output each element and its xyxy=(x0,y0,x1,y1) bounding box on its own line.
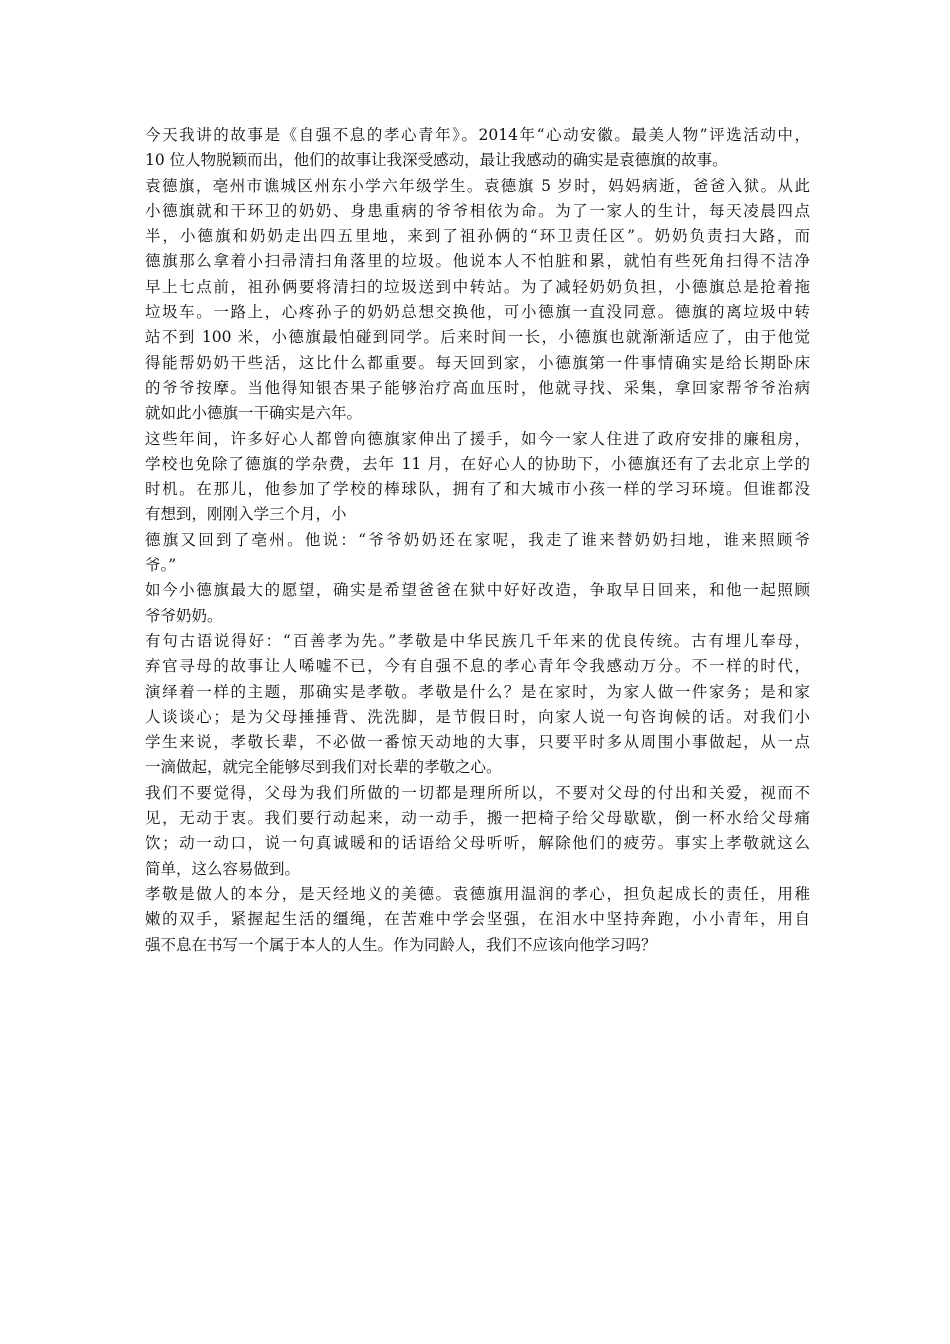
text-line: 德旗那么拿着小扫帚清扫角落里的垃圾。他说本人不怕脏和累，就怕有些死角扫得不洁净 xyxy=(145,252,810,271)
text-line: 见，无动于衷。我们要行动起来，动一动手，搬一把椅子给父母歇歇，倒一杯水给父母痛 xyxy=(145,809,810,828)
text-line: 孝敬是做人的本分，是天经地义的美德。袁德旗用温润的孝心，担负起成长的责任，用稚 xyxy=(145,884,810,903)
text-line: 这些年间，许多好心人都曾向德旗家伸出了援手，如今一家人住进了政府安排的廉租房， xyxy=(145,429,810,448)
paragraph xyxy=(145,528,810,579)
text-line: 有想到，刚刚入学三个月，小 xyxy=(145,505,347,524)
text-line: 演绎着一样的主题，那确实是孝敬。孝敬是什么？是在家时，为家人做一件家务；是和家 xyxy=(145,682,810,701)
text-line: 饮；动一动口，说一句真诚暖和的话语给父母听听，解除他们的疲劳。事实上孝敬就这么 xyxy=(145,834,810,853)
paragraph xyxy=(145,578,810,629)
text-line: 有句古语说得好：“百善孝为先。”孝敬是中华民族几千年来的优良传统。古有埋儿奉母， xyxy=(145,631,810,650)
text-line: 半，小德旗和奶奶走出四五里地，来到了祖孙俩的“环卫责任区”。奶奶负责扫大路，而 xyxy=(145,227,810,246)
text-line: 小德旗就和干环卫的奶奶、身患重病的爷爷相依为命。为了一家人的生计，每天凌晨四点 xyxy=(145,201,810,220)
text-line: 得能帮奶奶干些活，这比什么都重要。每天回到家，小德旗第一件事情确实是给长期卧床 xyxy=(145,353,810,372)
text-line: 就如此小德旗一干确实是六年。 xyxy=(145,404,363,423)
text-line: 爷。” xyxy=(145,556,177,575)
paragraph xyxy=(145,781,810,882)
text-line: 德旗又回到了亳州。他说：“爷爷奶奶还在家呢，我走了谁来替奶奶扫地，谁来照顾爷 xyxy=(145,530,810,549)
text-line: 简单，这么容易做到。 xyxy=(145,859,301,878)
text-line: 人谈谈心；是为父母捶捶背、洗洗脚，是节假日时，向家人说一句咨询候的话。对我们小 xyxy=(145,707,810,726)
text-line: 垃圾车。一路上，心疼孙子的奶奶总想交换他，可小德旗一直没同意。德旗的离垃圾中转 xyxy=(145,303,810,322)
paragraph xyxy=(145,629,810,781)
text-line: 强不息在书写一个属于本人的人生。作为同龄人，我们不应该向他学习吗？ xyxy=(145,935,657,954)
text-line: 弃官寻母的故事让人唏嘘不已，今有自强不息的孝心青年令我感动万分。不一样的时代， xyxy=(145,657,810,676)
text-line: 嫩的双手，紧握起生活的缰绳，在苦难中学会坚强，在泪水中坚持奔跑，小小青年，用自 xyxy=(145,910,810,929)
text-line: 一滴做起，就完全能够尽到我们对长辈的孝敬之心。 xyxy=(145,758,502,777)
text-line: 学生来说，孝敬长辈，不必做一番惊天动地的大事，只要平时多从周围小事做起，从一点 xyxy=(145,733,810,752)
text-line: 早上七点前，祖孙俩要将清扫的垃圾送到中转站。为了减轻奶奶负担，小德旗总是抢着拖 xyxy=(145,277,810,296)
text-line: 如今小德旗最大的愿望，确实是希望爸爸在狱中好好改造，争取早日回来，和他一起照顾 xyxy=(145,581,810,600)
paragraph xyxy=(145,882,810,958)
document-page xyxy=(145,123,810,958)
text-line: 10 位人物脱颖而出，他们的故事让我深受感动，最让我感动的确实是袁德旗的故事。 xyxy=(145,151,728,170)
text-line: 袁德旗，亳州市谯城区州东小学六年级学生。袁德旗 5 岁时，妈妈病逝，爸爸入狱。从此 xyxy=(145,176,810,195)
text-line: 时机。在那儿，他参加了学校的棒球队，拥有了和大城市小孩一样的学习环境。但谁都没 xyxy=(145,480,810,499)
text-line: 今天我讲的故事是《自强不息的孝心青年》。2014年“心动安徽。最美人物”评选活动中， xyxy=(145,126,810,144)
text-line: 我们不要觉得，父母为我们所做的一切都是理所所以，不要对父母的付出和关爱，视而不 xyxy=(145,783,810,802)
text-line: 的爷爷按摩。当他得知银杏果子能够治疗高血压时，他就寻找、采集，拿回家帮爷爷治病 xyxy=(145,378,810,397)
text-line: 站不到 100 米，小德旗最怕碰到同学。后来时间一长，小德旗也就渐渐适应了，由于他觉 xyxy=(145,328,810,347)
paragraph xyxy=(145,123,810,174)
text-line: 学校也免除了德旗的学杂费，去年 11 月，在好心人的协助下，小德旗还有了去北京上学的 xyxy=(145,454,810,473)
paragraph xyxy=(145,174,810,427)
text-line: 爷爷奶奶。 xyxy=(145,606,223,625)
paragraph xyxy=(145,427,810,528)
